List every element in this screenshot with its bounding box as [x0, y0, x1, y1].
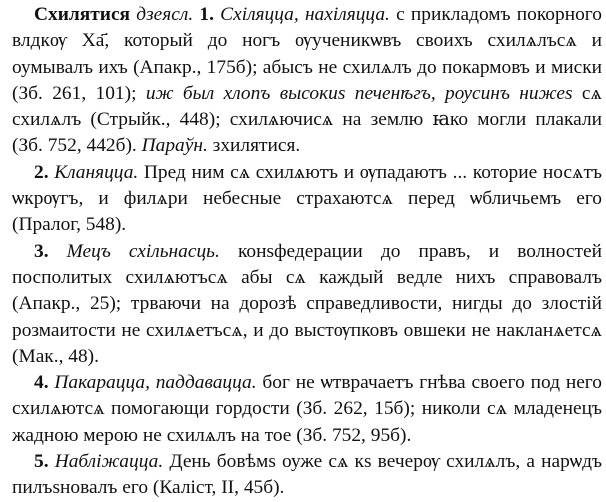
sense-4-paragraph: [12, 370, 602, 449]
sense-gloss: Схіляцца, нахіляцца.: [220, 4, 390, 25]
sense-5-paragraph: [12, 449, 602, 502]
sense-number: 3.: [34, 240, 49, 262]
sense-gloss: Набліжацца.: [54, 451, 164, 473]
headword: Схилятися: [34, 4, 131, 25]
cross-reference-word: зхилятися.: [212, 135, 301, 157]
citation-text: День бовѣмѕ оуже сѧ кѕ вечерѹ схилѧлъ, а нарѡдъ пилъѕновалъ его (Каліст, II, 45б).: [12, 451, 602, 499]
sense-2-paragraph: [12, 160, 602, 239]
part-of-speech: дзеясл.: [136, 4, 194, 25]
sense-number: 1.: [199, 4, 214, 25]
sense-number: 2.: [34, 161, 49, 183]
sense-gloss: Кланяцца.: [54, 161, 139, 183]
cross-reference-label: Параўн.: [141, 135, 208, 157]
citation-text: бог не ѡтврачаетъ гнѣва своего под него схилѧютсѧ помогающи гордости (Зб. 262, 15б); николи сѧ младенецъ жадною мерою не схилѧлъ на тое (Зб. 752, 95б).: [12, 372, 602, 446]
citation-text: с прикладомъ покорного влдкѹ Ха҃, который до ногъ ѹученикѡвъ своихъ схилѧлъсѧ и оумывалъ ихъ (Апакр., 175б); абысъ не схилѧлъ до покармовъ и миски (Зб. 261, 101);: [12, 4, 602, 104]
sense-number: 5.: [34, 451, 49, 473]
sense-3-paragraph: [12, 239, 602, 370]
sense-number: 4.: [34, 372, 49, 394]
sense-gloss: Мецъ схільнасць.: [66, 240, 220, 262]
citation-text: конѕфедерации до правъ, и волностей посполитых схилѧютъсѧ абы сѧ каждый ведле нихъ справовалъ (Апакр., 25); трвaючи на дорозѣ справедливости, нигды до злостій розмаитости не схилѧетъсѧ, и до выстѹпковъ овшеки не накланѧетсѧ (Мак., 48).: [12, 240, 602, 367]
sense-gloss: Пакарацца, паддавацца.: [54, 372, 257, 394]
citation-text: Пред ним сѧ схилѧютъ и ѹпадаютъ ... которие носѧтъ ѡкрѹгъ, и филѧри небесные страхаютсѧ перед ѡбличьемъ его (Пралог, 548).: [12, 161, 602, 236]
citation-italic: иж был хлопъ высокиѕ печенѣгъ, рѹсинъ нижеѕ: [145, 82, 573, 104]
sense-1-paragraph: [12, 2, 602, 160]
citation-text: сѧ схилѧлъ (Стрыйк., 448); схилѧючисѧ на землю ꙗко могли плакали (Зб. 752, 442б).: [12, 82, 602, 157]
